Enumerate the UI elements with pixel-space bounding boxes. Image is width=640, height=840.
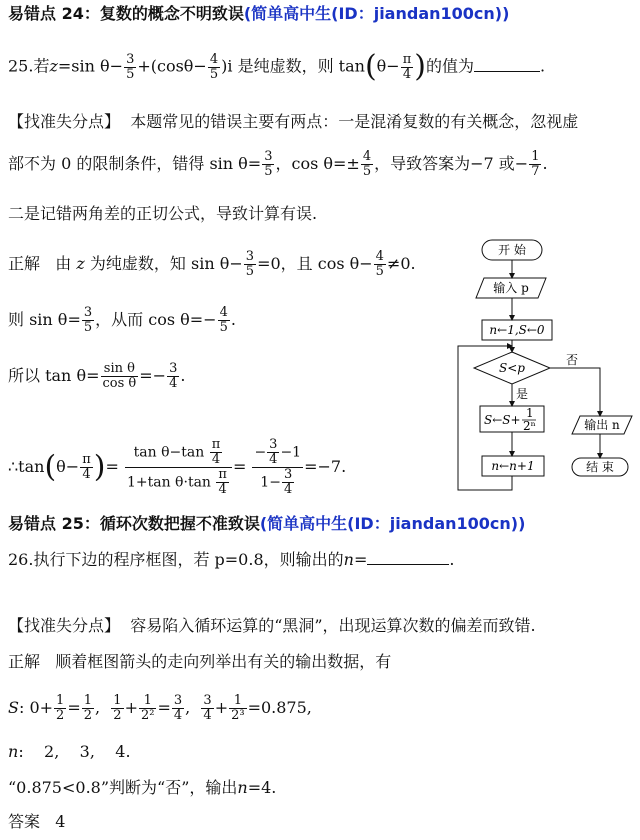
condition-label: S<p [499, 361, 525, 375]
solution-label: 正解 [8, 652, 41, 671]
solution-24-line3: 所以 tan θ= $\frac{\text{sin θ}}{\text{cos θ}}$ =− $\frac{3}{4}$ . [8, 361, 186, 391]
yes-label: 是 [516, 387, 529, 401]
update-s-num: 1 [526, 406, 534, 420]
solution-25-s-values: S: 0+ $\frac{1}{2}$ = $\frac{1}{2}$ , $\frac{1}{2}$ + $\frac{1}{\text{2²}}$ = $\frac{3}{4}$ , $\frac{3}{4}$ + $\frac{1}{\text{2³}}$ =0.875, [8, 693, 312, 723]
solution-25-judge: “0.875<0.8”判断为“否”，输出n=4. [8, 778, 277, 797]
analysis-24-line1: 【找准失分点】 本题常见的错误主要有两点：一是混淆复数的有关概念，忽视虚 [8, 112, 579, 131]
analysis-label: 【找准失分点】 [8, 112, 121, 131]
question-26: 26.执行下边的程序框图，若 p=0.8，则输出的n= . [8, 550, 455, 569]
solution-24-line2: 则 sin θ= $\frac{3}{5}$ ，从而 cos θ=− $\frac{4}{5}$ . [8, 305, 236, 335]
fraction: $\frac{\pi}{4}$ [402, 51, 412, 82]
answer-label: 答案 [8, 812, 41, 831]
fraction: $\frac{4}{5}$ [209, 51, 219, 82]
solution-25-n-values: n: 2, 3, 4. [8, 742, 131, 761]
analysis-24-line3: 二是记错两角差的正切公式，导致计算有误. [8, 204, 318, 223]
answer-25 [8, 812, 65, 832]
start-label: 开 始 [498, 243, 526, 257]
solution-label: 正解 [8, 254, 41, 273]
input-label: 输入 p [493, 281, 529, 295]
analysis-label: 【找准失分点】 [8, 616, 121, 635]
analysis-24-line2: 部不为 0 的限制条件，错得 sin θ= $\frac{3}{5}$ ，cos θ=± $\frac{4}{5}$ ，导致答案为−7 或− $\frac{1}{7}$ . [8, 149, 548, 179]
question-number: 25.若 [8, 56, 50, 76]
output-label: 输出 n [584, 418, 620, 432]
section-25-title: 易错点 25：循环次数把握不准致误 [8, 514, 260, 533]
answer-blank [367, 550, 449, 565]
update-n-label: n←n+1 [491, 459, 535, 473]
update-s-label: S←S+ [484, 413, 521, 427]
section-24-tag: (简单高中生(ID：jiandan100cn)) [243, 4, 510, 23]
flowchart [454, 238, 634, 496]
section-25-header [8, 514, 525, 534]
solution-24-line1: 正解 由 z 为纯虚数，知 sin θ− $\frac{3}{5}$ =0，且 cos θ− $\frac{4}{5}$ ≠0. [8, 249, 416, 279]
answer-blank [474, 57, 540, 72]
big-fraction: tan θ−tan $\frac{\pi}{4}$ 1+tan θ·tan $\frac{\pi}{4}$ [125, 438, 232, 497]
fraction: $\frac{3}{5}$ [126, 51, 135, 82]
big-fraction-result: − $\frac{3}{4}$ −1 1− $\frac{3}{4}$ [254, 437, 302, 497]
no-label: 否 [566, 353, 579, 367]
solution-25-line1: 正解 顺着框图箭头的走向列举出有关的输出数据，有 [8, 652, 392, 671]
init-label: n←1,S←0 [489, 323, 545, 337]
analysis-25: 【找准失分点】 容易陷入循环运算的“黑洞”，出现运算次数的偏差而致错. [8, 616, 536, 635]
answer-value: 4 [55, 812, 66, 831]
solution-24-line4: ∴tan(θ− $\frac{\pi}{4}$ )= tan θ−tan $\frac{\pi}{4}$ 1+tan θ·tan $\frac{\pi}{4}$ = − $\frac{3}{4}$ −1 1− $\frac{3}{4}$ =−7. [8, 437, 347, 497]
section-24-header [8, 4, 509, 24]
section-25-tag: (简单高中生(ID：jiandan100cn)) [259, 514, 526, 533]
end-label: 结 束 [586, 460, 614, 474]
section-24-title: 易错点 24：复数的概念不明致误 [8, 4, 244, 23]
question-25: 25.若z=sin θ− $\frac{3}{5}$ +(cosθ− $\frac{4}{5}$ )i 是纯虚数，则 tan(θ− $\frac{\pi}{4}$ )的值为 . [8, 49, 546, 84]
update-s-den: 2ⁿ [523, 419, 536, 433]
